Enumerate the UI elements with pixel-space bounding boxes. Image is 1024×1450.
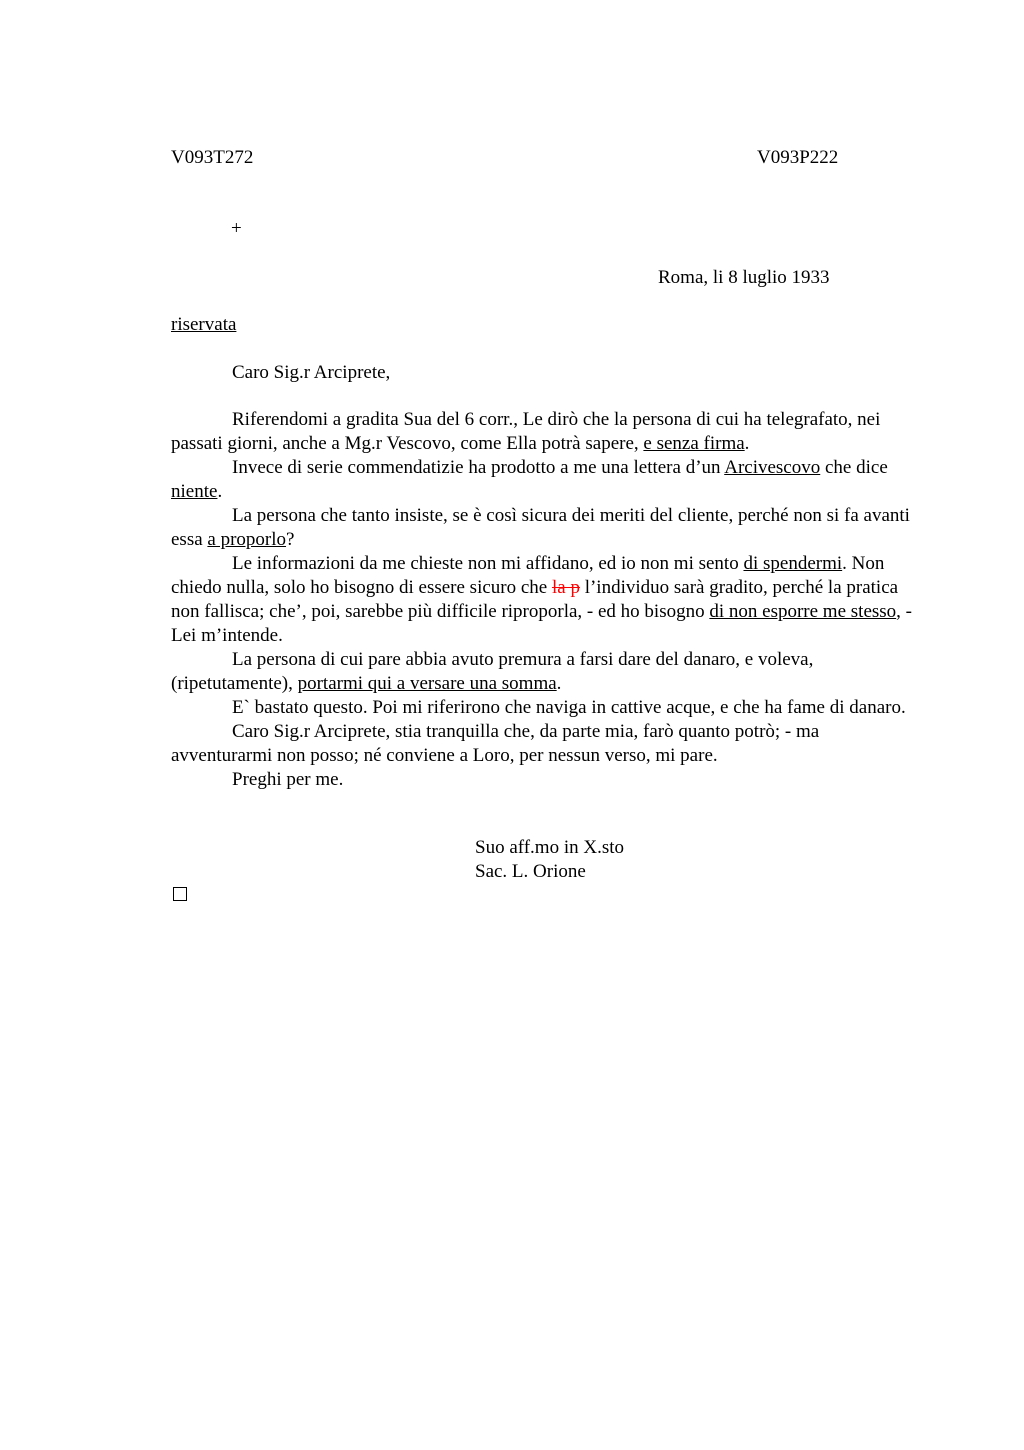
paragraph-6: E` bastato questo. Poi mi riferirono che naviga in cattive acque, e che ha fame di danaro. xyxy=(232,697,906,718)
paragraph-8: Preghi per me. xyxy=(232,769,344,790)
checkbox-square-icon xyxy=(173,887,187,901)
paragraph-7: Caro Sig.r Arciprete, stia tranquilla che, da parte mia, farò quanto potrò; - ma avventurarmi non posso; né conviene a Loro, per nessun verso, mi pare. xyxy=(171,721,820,766)
underlined-phrase: di spendermi xyxy=(743,553,843,574)
paragraph-1: Riferendomi a gradita Sua del 6 corr., Le dirò che la persona di cui ha telegrafato, nei passati giorni, anche a Mg.r Vescovo, come Ella potrà sapere, e senza firma. xyxy=(171,409,881,454)
underlined-phrase: di non esporre me stesso xyxy=(709,601,897,622)
document-code-right: V093P222 xyxy=(757,147,839,168)
date-line: Roma, li 8 luglio 1933 xyxy=(658,267,830,288)
paragraph-5: La persona di cui pare abbia avuto premura a farsi dare del danaro, e voleva, (ripetutamente), portarmi qui a versare una somma. xyxy=(171,649,814,694)
cross-mark: + xyxy=(231,218,242,239)
paragraph-3: La persona che tanto insiste, se è così sicura dei meriti del cliente, perché non si fa avanti essa a proporlo? xyxy=(171,505,910,550)
document-code-left: V093T272 xyxy=(171,147,254,168)
underlined-phrase: portarmi qui a versare una somma xyxy=(297,673,557,694)
underlined-phrase: e senza firma xyxy=(643,433,745,454)
signature: Sac. L. Orione xyxy=(475,861,586,882)
confidential-label: riservata xyxy=(171,314,237,335)
underlined-phrase: Arcivescovo xyxy=(724,457,821,478)
underlined-phrase: niente xyxy=(171,481,218,502)
letter-body xyxy=(171,408,923,792)
struck-text: la p xyxy=(551,577,580,598)
paragraph-4: Le informazioni da me chieste non mi affidano, ed io non mi sento di spendermi. Non chiedo nulla, solo ho bisogno di essere sicuro che la p l’individuo sarà gradito, perché la pratica non fallisca; che’, poi, sarebbe più difficile riproporla, - ed ho bisogno di non esporre me stesso, - Lei m’intende. xyxy=(171,553,912,646)
closing-line: Suo aff.mo in X.sto xyxy=(475,837,625,858)
underlined-phrase: a proporlo xyxy=(207,529,287,550)
paragraph-2: Invece di serie commendatizie ha prodotto a me una lettera d’un Arcivescovo che dice niente. xyxy=(171,457,888,502)
salutation: Caro Sig.r Arciprete, xyxy=(232,362,391,383)
